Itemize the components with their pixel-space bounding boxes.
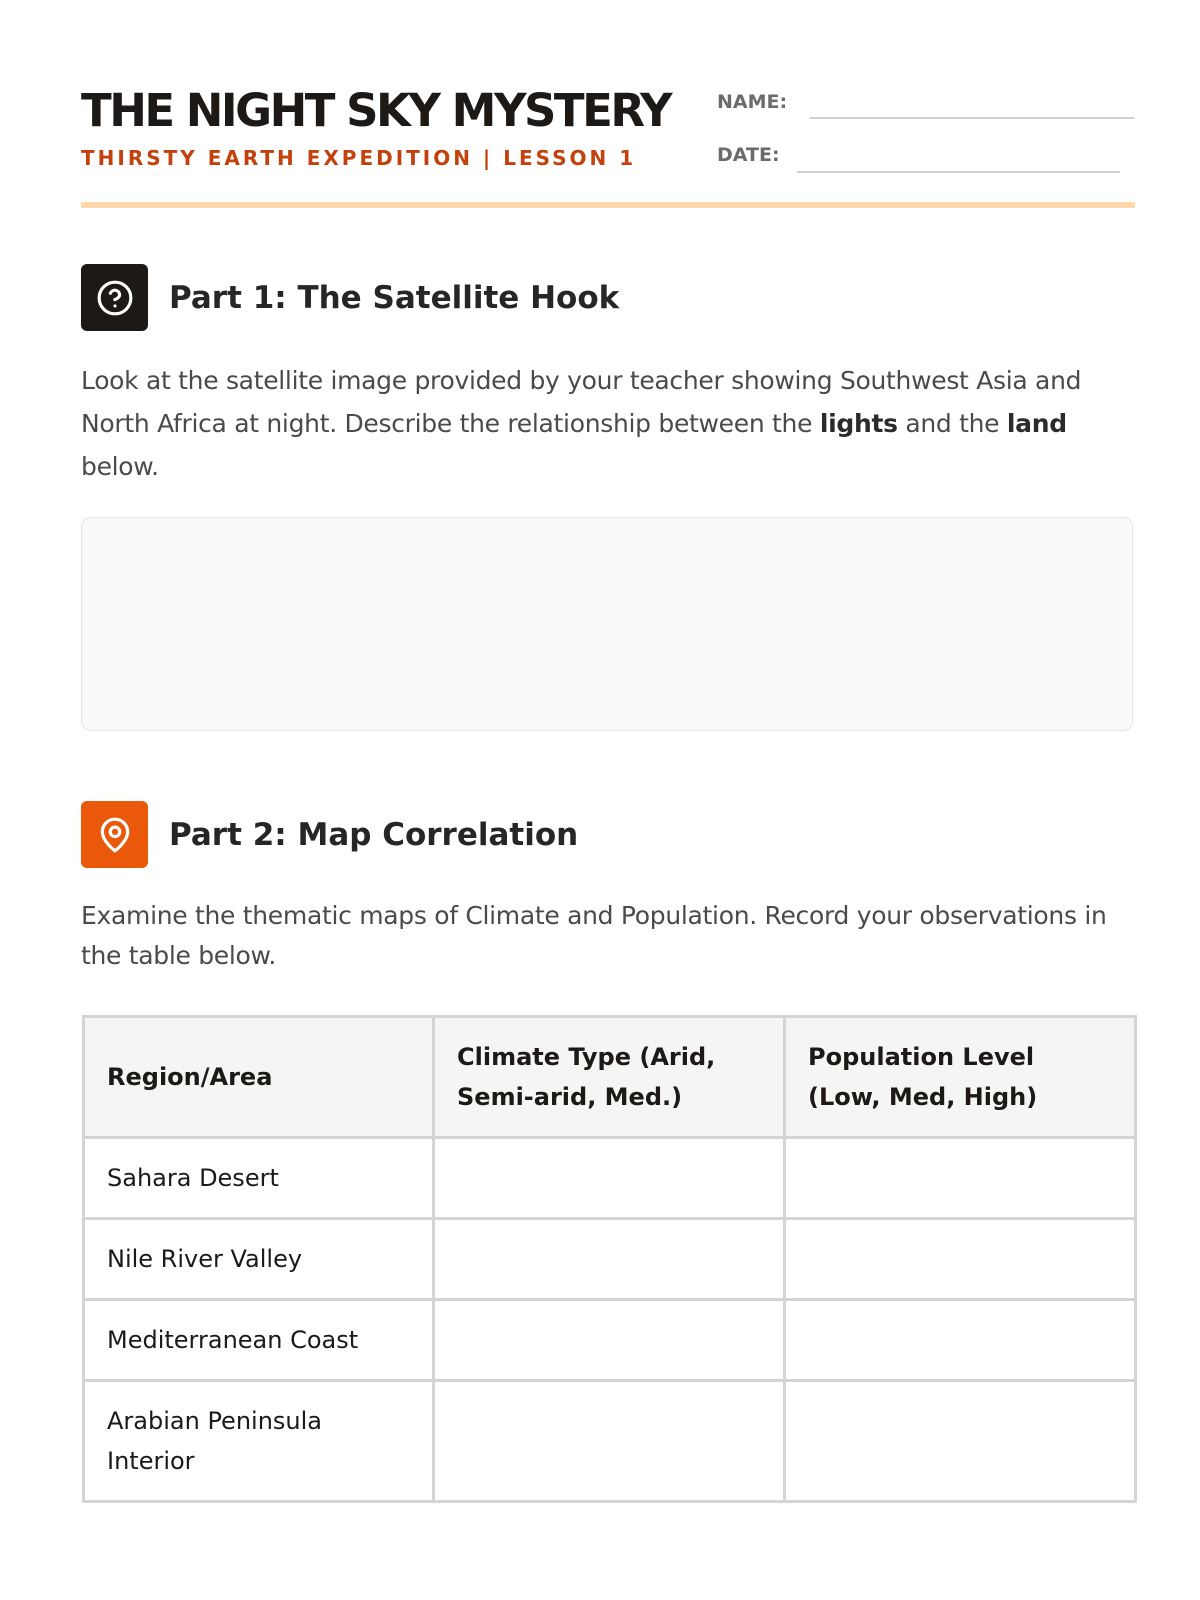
population-cell[interactable] <box>785 1219 1136 1300</box>
climate-cell[interactable] <box>434 1381 785 1502</box>
observation-table <box>82 1015 1137 1503</box>
header-climate: Climate Type (Arid, Semi-arid, Med.) <box>434 1017 785 1138</box>
part1-answer-box[interactable] <box>81 517 1133 731</box>
part1-text-before: Look at the satellite image provided by your teacher showing Southwest Asia and North Africa at night. Describe the relationship between the <box>81 366 1082 438</box>
table-row <box>84 1300 1136 1381</box>
population-cell[interactable] <box>785 1381 1136 1502</box>
header-population: Population Level (Low, Med, High) <box>785 1017 1136 1138</box>
worksheet-title: THE NIGHT SKY MYSTERY <box>81 84 671 137</box>
part1-bold-lights: lights <box>819 409 898 438</box>
part1-icon-badge <box>81 264 148 331</box>
climate-cell[interactable] <box>434 1219 785 1300</box>
part2-instructions: Examine the thematic maps of Climate and Population. Record your observations in the table below. <box>81 901 1107 970</box>
date-field[interactable] <box>797 171 1120 173</box>
map-pin-icon <box>96 816 134 854</box>
header-divider <box>81 202 1135 208</box>
part1-text-after: below. <box>81 452 159 481</box>
part2-icon-badge <box>81 801 148 868</box>
part2-title: Part 2: Map Correlation <box>169 817 579 853</box>
table-header-row <box>84 1017 1136 1138</box>
part1-title: Part 1: The Satellite Hook <box>169 280 620 316</box>
table-row <box>84 1381 1136 1502</box>
table-row <box>84 1219 1136 1300</box>
region-cell: Sahara Desert <box>84 1138 434 1219</box>
header-region: Region/Area <box>84 1017 434 1138</box>
climate-cell[interactable] <box>434 1138 785 1219</box>
region-cell: Nile River Valley <box>84 1219 434 1300</box>
region-cell: Arabian Peninsula Interior <box>84 1381 434 1502</box>
part1-text-middle: and the <box>897 409 1007 438</box>
question-circle-icon <box>96 279 134 317</box>
population-cell[interactable] <box>785 1300 1136 1381</box>
name-label: NAME: <box>717 91 788 113</box>
climate-cell[interactable] <box>434 1300 785 1381</box>
region-cell: Mediterranean Coast <box>84 1300 434 1381</box>
part1-bold-land: land <box>1006 409 1067 438</box>
part1-instructions <box>81 359 1141 488</box>
worksheet-subtitle: THIRSTY EARTH EXPEDITION | LESSON 1 <box>81 146 637 170</box>
date-label: DATE: <box>717 144 780 166</box>
name-field[interactable] <box>810 117 1134 119</box>
table-row <box>84 1138 1136 1219</box>
population-cell[interactable] <box>785 1138 1136 1219</box>
